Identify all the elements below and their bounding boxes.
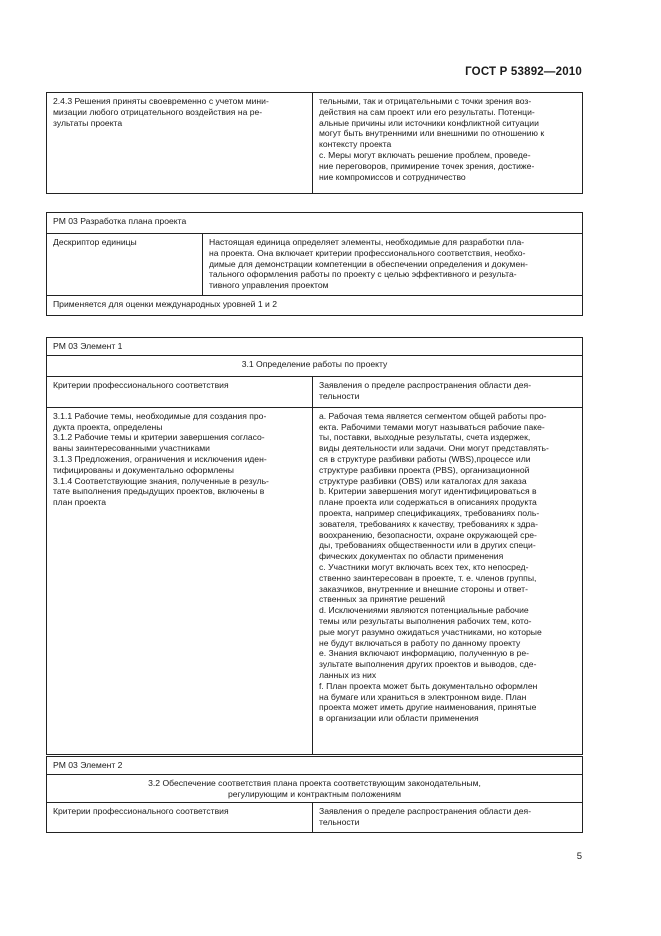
element-2-subtitle: 3.2 Обеспечение соответствия плана проекта соответствующим законодательным, регулирующим и контрактным положениям (47, 774, 583, 803)
element-1-title: PM 03 Элемент 1 (47, 338, 583, 356)
page-number: 5 (576, 851, 582, 862)
document-code: ГОСТ Р 53892—2010 (465, 66, 582, 78)
element-2-col-header-criteria: Критерии профессионального соответствия (47, 803, 313, 833)
element-1-subtitle: 3.1 Определение работы по проекту (47, 355, 583, 376)
table-continuation (46, 92, 583, 194)
applies-note: Применяется для оценки международных уровней 1 и 2 (47, 296, 583, 316)
unit-title: PM 03 Разработка плана проекта (47, 213, 583, 234)
scope-statement-continuation: тельными, так и отрицательными с точки зрения воз- действия на сам проект или его результаты. Потенци- альные причины или источники конфликтной ситуации могут быть внутренними или внешними по отношению к контексту проекта c. Меры могут включать решение проблем, проведе- ние переговоров, примирение точек зрения, достиже- ние компромиссов и сотрудничество (313, 93, 583, 194)
col-header-scope: Заявления о пределе распространения области дея- тельности (313, 376, 583, 407)
table-element-2 (46, 756, 583, 833)
table-unit-pm03 (46, 212, 583, 316)
descriptor-label: Дескриптор единицы (47, 234, 203, 296)
table-element-1 (46, 337, 583, 755)
element-1-criteria: 3.1.1 Рабочие темы, необходимые для создания про- дукта проекта, определены 3.1.2 Рабочие темы и критерии завершения согласо- ваны заинтересованными участниками 3.1.3 Предложения, ограничения и исключения иден- тифицированы и документально оформлены 3.1.4 Соответствующие знания, полученные в резуль- тате выполнения предыдущих проектов, включены в план проекта (47, 407, 313, 754)
descriptor-text: Настоящая единица определяет элементы, необходимые для разработки пла- на проекта. Она включает критерии профессионального соответствия, необхо- димые для демонстрации компетенции в обеспечении определения и докумен- тального оформления работы по проекту с целью эффективного и результа- тивного управления проектом (203, 234, 583, 296)
element-2-col-header-scope: Заявления о пределе распространения области дея- тельности (313, 803, 583, 833)
criteria-2-4-3: 2.4.3 Решения приняты своевременно с учетом мини- мизации любого отрицательного воздействия на ре- зультаты проекта (47, 93, 313, 194)
element-2-title: PM 03 Элемент 2 (47, 757, 583, 775)
element-1-scope: a. Рабочая тема является сегментом общей работы про- екта. Рабочими темами могут называться рабочие паке- ты, поставки, выходные результаты, счета издержек, виды деятельности или задачи. Они могут представлять- ся в структуре разбивки работы (WBS),процессе или структуре разбивки проекта (PBS), организационной структуре разбивки (OBS) или каталогах для заказа b. Критерии завершения могут идентифицироваться в плане проекта или содержаться в описаниях продукта проекта, например спецификациях, требованиях поль- зователя, требованиях к качеству, требованиях к здра- воохранению, безопасности, охране окружающей сре- ды, требованиях общественности или в других специ- фических документах по области применения c. Участники могут включать всех тех, кто непосред- ственно заинтересован в проекте, т. е. членов группы, заказчиков, внутренние и внешние стороны и ответ- ственных за принятие решений d. Исключениями являются потенциальные рабочие темы или результаты выполнения рабочих тем, кото- рые могут разумно ожидаться участниками, но которые не будут включаться в работу по данному проекту e. Знания включают информацию, полученную в ре- зультате выполнения других проектов и выводов, сде- ланных из них f. План проекта может быть документально оформлен на бумаге или храниться в электронном виде. План проекта может иметь другие наименования, принятые в организации или области применения (313, 407, 583, 754)
col-header-criteria: Критерии профессионального соответствия (47, 376, 313, 407)
